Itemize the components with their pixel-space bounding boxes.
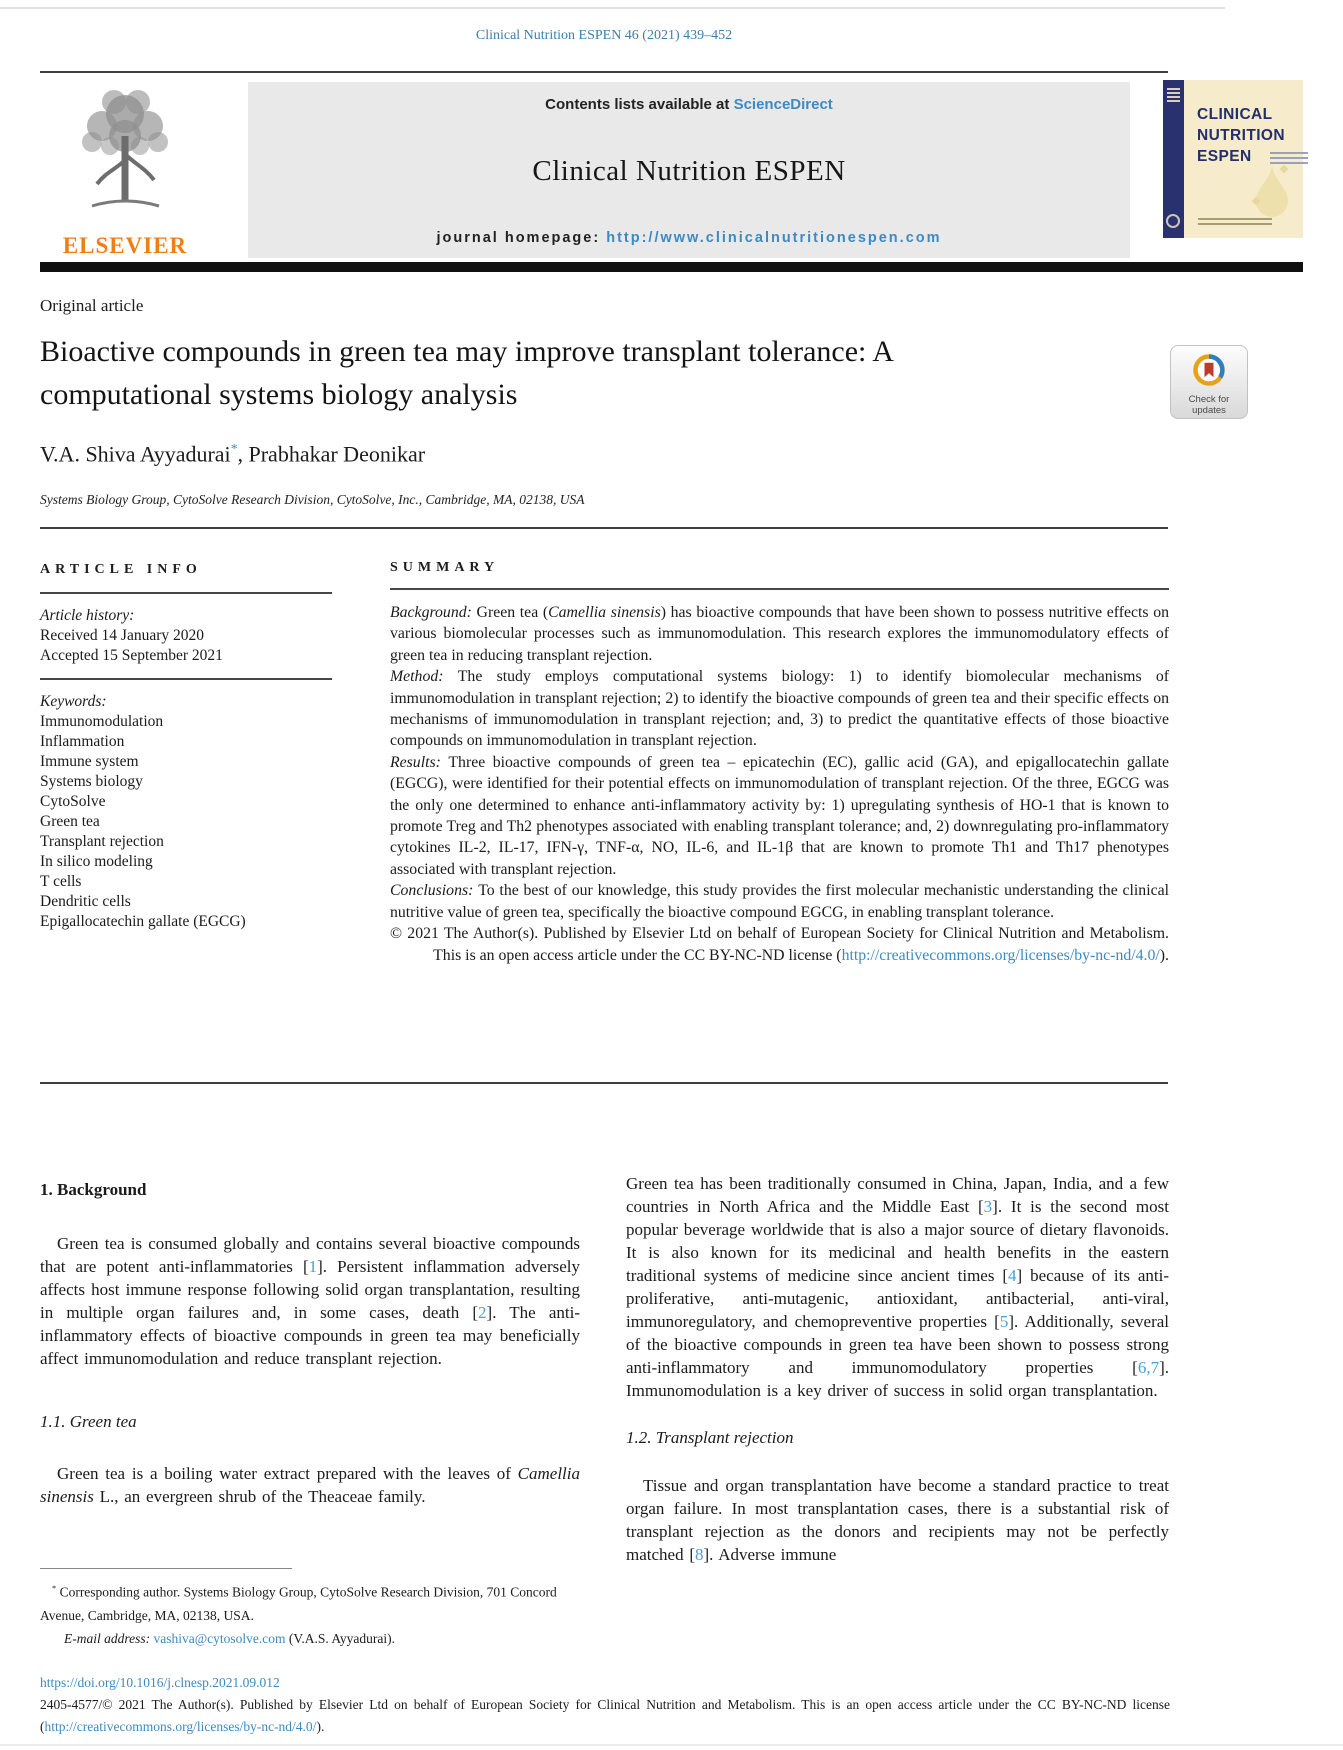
- summary-conclusions: Conclusions: To the best of our knowledge, this study provides the first molecular mechanistic understanding the clinical nutritive value of green tea, specifically the bioactive compound EGCG, in enabling transplant tolerance.: [390, 882, 1169, 921]
- subsection-heading: 1.2. Transplant rejection: [626, 1428, 794, 1447]
- doi-line: [40, 1672, 1170, 1694]
- cover-title-line: CLINICAL: [1197, 106, 1273, 123]
- elsevier-wordmark: ELSEVIER: [62, 233, 188, 258]
- keyword-item: T cells: [40, 873, 82, 890]
- journal-title: Clinical Nutrition ESPEN: [532, 155, 846, 187]
- paragraph: Tissue and organ transplantation have become a standard practice to treat organ failure. In most transplantation cases, there is a substantial risk of transplant rejection as the donors and recipients may not be perfectly matched [8]. Adverse immune: [626, 1476, 1169, 1564]
- divider-bar: [40, 262, 1303, 272]
- section-rule: [40, 527, 1168, 529]
- inline-link[interactable]: http://creativecommons.org/licenses/by-nc-nd/4.0/: [841, 946, 1160, 964]
- history-label: Article history:: [40, 607, 135, 624]
- summary-column: [390, 560, 1169, 966]
- body-left-column: [40, 1172, 580, 1508]
- keyword-item: Immunomodulation: [40, 713, 164, 730]
- email-note: E-mail address: vashiva@cytosolve.com (V.A.S. Ayyadurai).: [64, 1630, 396, 1646]
- footnote-rule: [40, 1568, 292, 1569]
- cover-footer-lines: [1198, 218, 1272, 228]
- paragraph: Green tea is consumed globally and contains several bioactive compounds that are potent anti-inflammatories [1]. Persistent inflammation adversely affects host immune response following solid organ transplantation, resulting in multiple organ failures and, in some cases, death [2]. The anti-inflammatory effects of bioactive compounds in green tea may beneficially affect immunomodulation and reduce transplant rejection.: [40, 1234, 580, 1368]
- contents-line: Contents lists available at ScienceDirect: [545, 96, 833, 113]
- citation-ref[interactable]: 5: [999, 1312, 1009, 1331]
- header-rule: [40, 71, 1168, 73]
- water-drop-icon: [1249, 161, 1295, 224]
- article-info-heading: ARTICLE INFO: [40, 562, 202, 577]
- check-updates-badge[interactable]: [1170, 345, 1248, 419]
- column-rule: [40, 678, 332, 680]
- article-info-column: [40, 560, 332, 932]
- summary-background: Background: Green tea (Camellia sinensis) has bioactive compounds that have been shown to possess nutritive effects on various biomolecular processes such as immunomodulation. This research explores the immunomodulatory effects of green tea in reducing transplant rejection.: [390, 604, 1169, 664]
- paragraph: Green tea is a boiling water extract prepared with the leaves of Camellia sinensis L., an evergreen shrub of the Theaceae family.: [40, 1464, 580, 1506]
- check-updates-label: Check for updates: [1188, 394, 1230, 416]
- keyword-item: Transplant rejection: [40, 833, 164, 850]
- summary-copyright: © 2021 The Author(s). Published by Elsevier Ltd on behalf of European Society for Clinical Nutrition and Metabolism. This is an open access article under the CC BY-NC-ND license (http://creativecommons.org/licenses/by-nc-nd/4.0/).: [390, 925, 1169, 964]
- cover-title-line: NUTRITION: [1197, 127, 1285, 144]
- inline-link[interactable]: *: [230, 441, 238, 456]
- keyword-item: Epigallocatechin gallate (EGCG): [40, 913, 246, 930]
- keyword-item: CytoSolve: [40, 793, 106, 810]
- citation-ref[interactable]: 3: [983, 1197, 993, 1216]
- summary-results: Results: Three bioactive compounds of green tea – epicatechin (EC), gallic acid (GA), and epigallocatechin gallate (EGCG), were identified for their potential effects on immunomodulation of transplant rejection. Of the three, EGCG was the only one determined to enhance anti-inflammatory activity by: 1) upregulating synthesis of HO-1 that is known to promote Treg and Th2 phenotypes associated with enabling transplant tolerance; and, 2) downregulating pro-inflammatory cytokines IL-2, IL-17, IFN-γ, TNF-α, NO, IL-6, and IL-1β that are known to promote Th1 and Th17 phenotypes associated with transplant rejection.: [390, 753, 1170, 878]
- inline-link[interactable]: https://doi.org/10.1016/j.clnesp.2021.09.012: [40, 1675, 280, 1690]
- article-title: Bioactive compounds in green tea may improve transplant tolerance: A computational systems biology analysis: [40, 335, 893, 411]
- history-item: Received 14 January 2020: [40, 627, 204, 644]
- body-right-column: [626, 1172, 1169, 1566]
- cover-spine: [1163, 80, 1184, 238]
- citation-ref[interactable]: 2: [478, 1303, 487, 1322]
- keywords-label: Keywords:: [40, 693, 107, 710]
- page-footer: [40, 1672, 1170, 1738]
- affiliation: Systems Biology Group, CytoSolve Research Division, CytoSolve, Inc., Cambridge, MA, 02138, USA: [40, 492, 585, 507]
- corresponding-author-note: * Corresponding author. Systems Biology Group, CytoSolve Research Division, 701 Concord Avenue, Cambridge, MA, 02138, USA.: [40, 1584, 557, 1623]
- journal-homepage-line: journal homepage: http://www.clinicalnutritionespen.com: [436, 230, 942, 246]
- cover-title-line: ESPEN: [1197, 148, 1252, 165]
- section-rule: [40, 1082, 1168, 1084]
- elsevier-tree-icon: [66, 213, 184, 230]
- column-rule: [390, 588, 1169, 590]
- keyword-item: Dendritic cells: [40, 893, 131, 910]
- keyword-item: Green tea: [40, 813, 100, 830]
- paragraph: Green tea has been traditionally consumed in China, Japan, India, and a few countries in North Africa and the Middle East [3]. It is the second most popular beverage worldwide that is also a major source of dietary flavonoids. It is also known for its medicinal and health benefits in the eastern traditional systems of medicine since ancient times [4] because of its anti-proliferative, anti-mutagenic, antioxidant, antibacterial, anti-viral, immunoregulatory, and chemopreventive properties [5]. Additionally, several of the bioactive compounds in green tea have been shown to possess strong anti-inflammatory and immunomodulatory properties [6,7]. Immunomodulation is a key driver of success in solid organ transplantation.: [626, 1174, 1169, 1400]
- scan-artifact: [0, 7, 1225, 9]
- citation-ref[interactable]: 6,7: [1137, 1358, 1160, 1377]
- column-rule: [40, 592, 332, 594]
- license-line: 2405-4577/© 2021 The Author(s). Published by Elsevier Ltd on behalf of European Society for Clinical Nutrition and Metabolism. This is an open access article under the CC BY-NC-ND license (http://creativecommons.org/licenses/by-nc-nd/4.0/).: [40, 1697, 1170, 1734]
- journal-banner: [248, 82, 1130, 258]
- section-heading: 1. Background: [40, 1180, 147, 1199]
- publisher-mark-icon: [1167, 88, 1180, 103]
- elsevier-logo: [45, 84, 205, 259]
- espen-logo-icon: [1166, 214, 1180, 228]
- scan-artifact: [0, 1744, 1343, 1746]
- inline-link[interactable]: ScienceDirect: [733, 96, 833, 113]
- keyword-item: Systems biology: [40, 773, 143, 790]
- keyword-item: Immune system: [40, 753, 139, 770]
- keyword-item: In silico modeling: [40, 853, 153, 870]
- history-item: Accepted 15 September 2021: [40, 647, 223, 664]
- footnote-block: [40, 1568, 585, 1650]
- author-line: V.A. Shiva Ayyadurai*, Prabhakar Deonikar: [40, 441, 426, 467]
- citation-ref[interactable]: 1: [308, 1257, 318, 1276]
- journal-cover-thumbnail: [1163, 80, 1303, 238]
- citation-ref[interactable]: 4: [1008, 1266, 1017, 1285]
- keyword-item: Inflammation: [40, 733, 125, 750]
- inline-link[interactable]: http://www.clinicalnutritionespen.com: [606, 230, 942, 246]
- article-type-label: Original article: [40, 296, 144, 315]
- summary-heading: SUMMARY: [390, 560, 500, 575]
- check-updates-icon: [1191, 352, 1227, 393]
- page-header-citation: Clinical Nutrition ESPEN 46 (2021) 439–452: [475, 28, 733, 43]
- subsection-heading: 1.1. Green tea: [40, 1412, 137, 1431]
- inline-link[interactable]: vashiva@cytosolve.com: [153, 1630, 286, 1646]
- citation-ref[interactable]: 8: [695, 1545, 704, 1564]
- inline-link[interactable]: http://creativecommons.org/licenses/by-nc-nd/4.0/: [44, 1719, 317, 1734]
- summary-method: Method: The study employs computational systems biology: 1) to identify biomolecular mechanisms of immunomodulation in transplant rejection; 2) to identify the bioactive compounds of green tea and their specific effects on mechanisms of immunomodulation in transplant rejection; and, 3) to predict the quantitative effects of those bioactive compounds on immunomodulation in transplant rejection.: [390, 668, 1169, 750]
- journal-cover-front: [1184, 80, 1303, 238]
